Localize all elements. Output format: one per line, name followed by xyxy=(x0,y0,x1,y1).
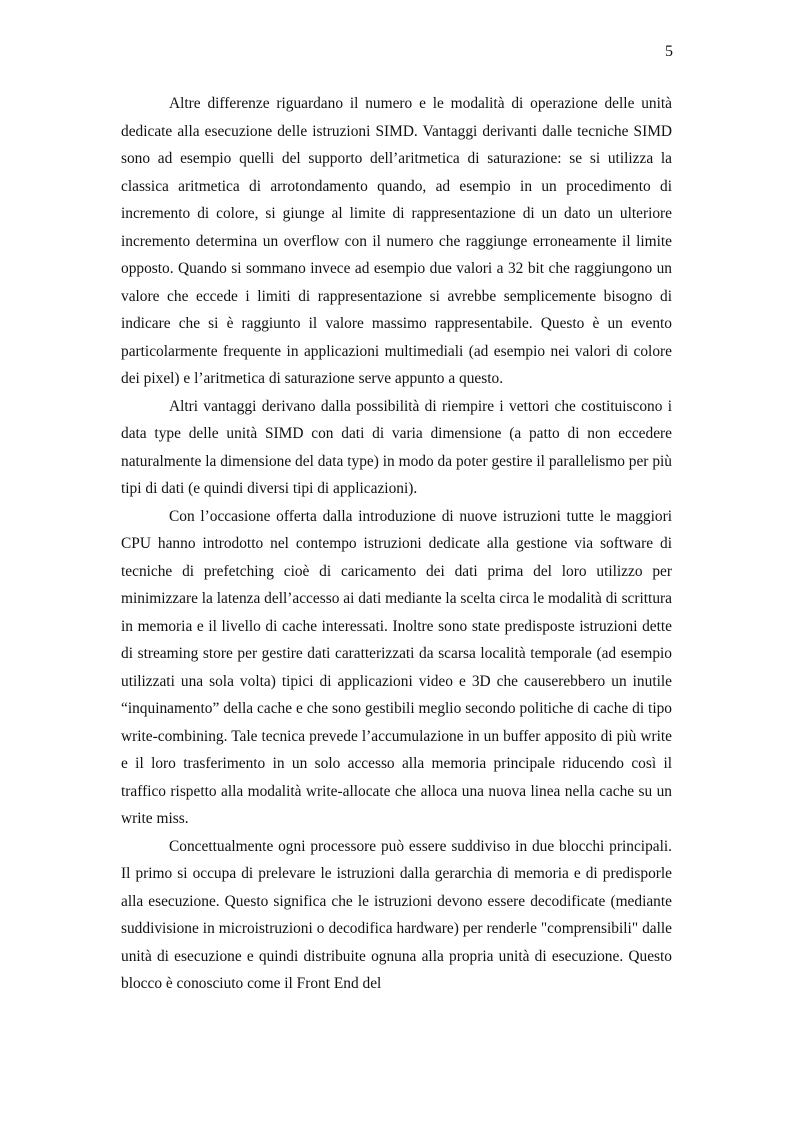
paragraph-front-end: Concettualmente ogni processore può essere suddiviso in due blocchi principali. Il primo si occupa di prelevare le istruzioni dalla gerarchia di memoria e di predisporle alla esecuzione. Questo significa che le istruzioni devono essere decodificate (mediante suddivisione in microistruzioni o decodifica hardware) per renderle "comprensibili" dalle unità di esecuzione e quindi distribuite ognuna alla propria unità di esecuzione. Questo blocco è conosciuto come il Front End del xyxy=(121,837,672,992)
paragraph-prefetching: Con l’occasione offerta dalla introduzione di nuove istruzioni tutte le maggiori CPU hanno introdotto nel contempo istruzioni dedicate alla gestione via software di tecniche di prefetching cioè di caricamento dei dati prima del loro utilizzo per minimizzare la latenza dell’accesso ai dati mediante la scelta circa le modalità di scrittura in memoria e il livello di cache interessati. Inoltre sono state predisposte istruzioni dette di streaming store per gestire dati caratterizzati da scarsa località temporale (ad esempio utilizzati una sola volta) tipici di applicazioni video e 3D che causerebbero un inutile “inquinamento” della cache e che sono gestibili meglio secondo politiche di cache di tipo write-combining. Tale tecnica prevede l’accumulazione in un buffer apposito di più write e il loro trasferimento in un solo accesso alla memoria principale riducendo così il traffico rispetto alla modalità write-allocate che alloca una nuova linea nella cache su un write miss. xyxy=(121,507,672,827)
paragraph-saturation-arithmetic: Altre differenze riguardano il numero e le modalità di operazione delle unità dedicate alla esecuzione delle istruzioni SIMD. Vantaggi derivanti dalle tecniche SIMD sono ad esempio quelli del supporto dell’aritmetica di saturazione: se si utilizza la classica aritmetica di arrotondamento quando, ad esempio in un procedimento di incremento di colore, si giunge al limite di rappresentazione di un dato un ulteriore incremento determina un overflow con il numero che raggiunge erroneamente il limite opposto. Quando si sommano invece ad esempio due valori a 32 bit che raggiungono un valore che eccede i limiti di rappresentazione si avrebbe semplicemente bisogno di indicare che si è raggiunto il valore massimo rappresentabile. Questo è un evento particolarmente frequente in applicazioni multimediali (ad esempio nei valori di colore dei pixel) e l’aritmetica di saturazione serve appunto a questo. xyxy=(121,95,672,387)
page-number: 5 xyxy=(665,43,673,60)
body-text xyxy=(121,90,672,998)
paragraph-simd-data-types: Altri vantaggi derivano dalla possibilità di riempire i vettori che costituiscono i data type delle unità SIMD con dati di varia dimensione (a patto di non eccedere naturalmente la dimensione del data type) in modo da poter gestire il parallelismo per più tipi di dati (e quindi diversi tipi di applicazioni). xyxy=(121,397,672,497)
